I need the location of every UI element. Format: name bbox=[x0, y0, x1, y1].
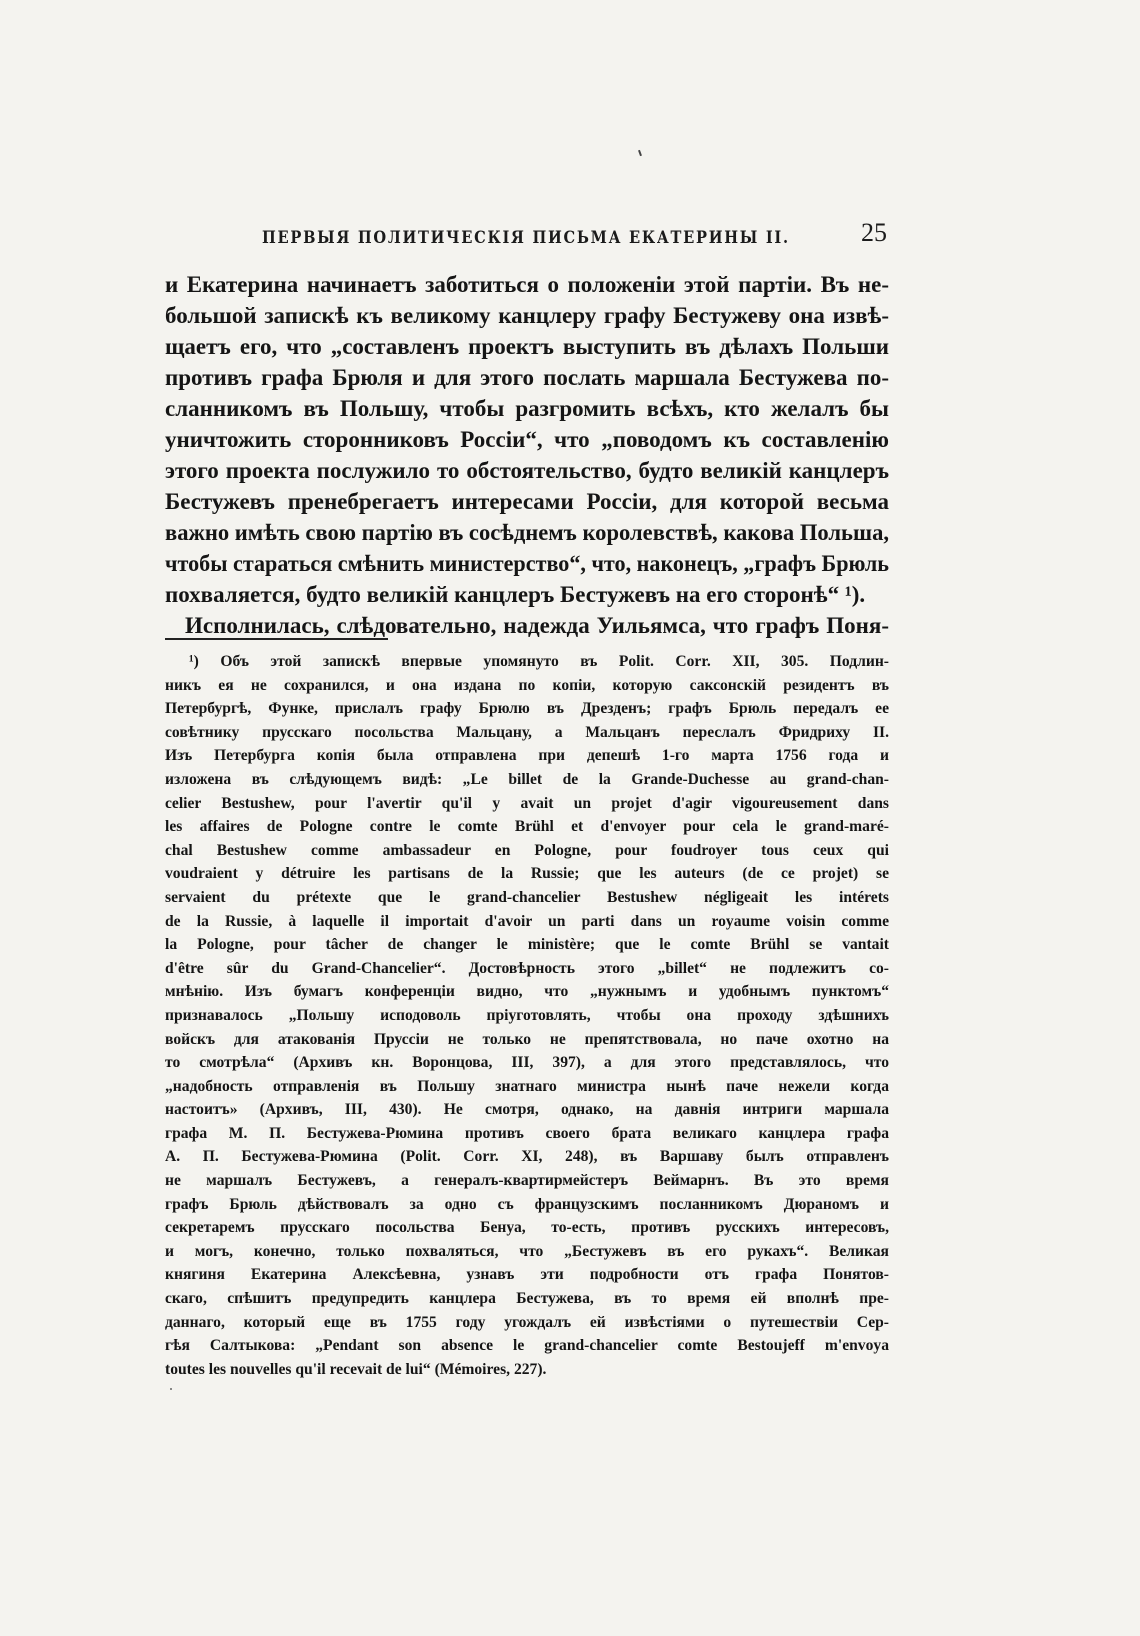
footnote-line: А. П. Бестужева-Рюмина (Polit. Corr. XI, 248), въ Варшаву былъ отправленъ bbox=[165, 1148, 889, 1166]
footnote-line: изложена въ слѣдующемъ видѣ: „Le billet de la Grande-Duchesse au grand-chan- bbox=[165, 770, 889, 788]
text-line: и Екатерина начинаетъ заботиться о положеніи этой партіи. Въ не- bbox=[165, 272, 889, 297]
scan-speck bbox=[170, 1388, 172, 1390]
text-line: этого проекта послужило то обстоятельство, будто великій канцлеръ bbox=[165, 458, 889, 483]
text-line: Бестужевъ пренебрегаетъ интересами Россіи, для которой весьма bbox=[165, 489, 889, 514]
footnote-line: не маршалъ Бестужевъ, а генералъ-квартирмейстеръ Веймарнъ. Въ это время bbox=[165, 1172, 889, 1190]
text-line: сланникомъ въ Польшу, чтобы разгромить всѣхъ, кто желалъ бы bbox=[165, 396, 889, 421]
footnote-line: chal Bestushew comme ambassadeur en Pologne, pour foudroyer tous ceux qui bbox=[165, 841, 889, 859]
footnote-line: les affaires de Pologne contre le comte Brühl et d'envoyer pour cela le grand-maré- bbox=[165, 818, 889, 836]
footnote-line: Петербургѣ, Функе, прислалъ графу Брюлю въ Дрезденъ; графъ Брюль передалъ ее bbox=[165, 700, 889, 718]
footnote-line: celier Bestushew, pour l'avertir qu'il y avait un projet d'agir vigoureusement dans bbox=[165, 794, 889, 812]
footnote-line: секретаремъ прусскаго посольства Бенуа, то-есть, противъ русскихъ интересовъ, bbox=[165, 1219, 889, 1237]
text-line: Исполнилась, слѣдовательно, надежда Уильямса, что графъ Поня- bbox=[185, 613, 889, 638]
footnote-line: мнѣнію. Изъ бумагъ конференціи видно, что „нужнымъ и удобнымъ пунктомъ“ bbox=[165, 983, 889, 1001]
footnote-line: toutes les nouvelles qu'il recevait de lui“ (Mémoires, 227). bbox=[165, 1360, 547, 1378]
page-number: 25 bbox=[861, 218, 887, 247]
footnote-line: графъ Брюль дѣйствовалъ за одно съ французскимъ посланникомъ Дюраномъ и bbox=[165, 1195, 889, 1213]
footnote-line: d'être sûr du Grand-Chancelier“. Достовѣрность этого „billet“ не подлежитъ со- bbox=[165, 959, 889, 977]
text-line: похваляется, будто великій канцлеръ Бестужевъ на его сторонѣ“ ¹). bbox=[165, 582, 866, 607]
text-line: щаетъ его, что „составленъ проектъ выступить въ дѣлахъ Польши bbox=[165, 334, 889, 359]
footnote-line: voudraient y détruire les partisans de la Russie; que les auteurs (de ce projet) se bbox=[165, 865, 889, 883]
footnote-line: скаго, спѣшитъ предупредить канцлера Бестужева, въ то время ей вполнѣ пре- bbox=[165, 1290, 889, 1308]
footnote-line: „надобность отправленія въ Польшу знатнаго министра нынѣ паче нежели когда bbox=[165, 1077, 889, 1095]
footnote bbox=[165, 650, 889, 1381]
footnote-line: servaient du prétexte que le grand-chancelier Bestushew négligeait les intérets bbox=[165, 888, 889, 906]
footnote-line: то смотрѣла“ (Архивъ кн. Воронцова, III, 397), а для этого представлялось, что bbox=[165, 1054, 889, 1072]
footnote-line: гѣя Салтыкова: „Pendant son absence le grand-chancelier comte Bestoujeff m'envoya bbox=[165, 1337, 889, 1355]
footnote-line: совѣтнику прусскаго посольства Мальцану, а Мальцанъ переслалъ Фридриху II. bbox=[165, 723, 889, 741]
footnote-line: даннаго, который еще въ 1755 году угождалъ ей извѣстіями о путешествіи Сер- bbox=[165, 1313, 889, 1331]
footnote-line: никъ ея не сохранился, и она издана по копіи, которую саксонскій резидентъ въ bbox=[165, 676, 889, 694]
footnote-line: настоитъ» (Архивъ, III, 430). Не смотря, однако, на давнія интриги маршала bbox=[165, 1101, 889, 1119]
text-line: уничтожить сторонниковъ Россіи“, что „поводомъ къ составленію bbox=[165, 427, 889, 452]
footnote-line: de la Russie, à laquelle il importait d'avoir un parti dans un royaume voisin comme bbox=[165, 912, 889, 930]
footnote-line: ¹) Объ этой запискѣ впервые упомянуто въ Polit. Corr. XII, 305. Подлин- bbox=[189, 653, 889, 670]
text-line: чтобы стараться смѣнить министерство“, что, наконецъ, „графъ Брюль bbox=[165, 551, 889, 576]
text-line: большой запискѣ къ великому канцлеру графу Бестужеву она извѣ- bbox=[165, 303, 889, 328]
page-header bbox=[262, 218, 887, 254]
footnote-line: и могъ, конечно, только похваляться, что „Бестужевъ въ его рукахъ“. Великая bbox=[165, 1242, 889, 1260]
running-title: ПЕРВЫЯ ПОЛИТИЧЕСКІЯ ПИСЬМА ЕКАТЕРИНЫ II. bbox=[262, 228, 790, 248]
text-line: важно имѣть свою партію въ сосѣднемъ королевствѣ, какова Польша, bbox=[165, 520, 889, 545]
footnote-line: la Pologne, pour tâcher de changer le ministère; que le comte Brühl se vantait bbox=[165, 936, 889, 954]
footnote-line: войскъ для атакованія Пруссіи не только не препятствовала, но паче охотно на bbox=[165, 1030, 889, 1048]
footnote-separator bbox=[165, 638, 388, 640]
text-line: противъ графа Брюля и для этого послать маршала Бестужева по- bbox=[165, 365, 889, 390]
scan-mark bbox=[638, 150, 642, 156]
main-text bbox=[165, 269, 889, 641]
footnote-line: графа М. П. Бестужева-Рюмина противъ своего брата великаго канцлера графа bbox=[165, 1124, 889, 1142]
footnote-line: Изъ Петербурга копія была отправлена при депешѣ 1-го марта 1756 года и bbox=[165, 747, 889, 765]
footnote-line: признавалось „Польшу исподоволь пріуготовлять, чтобы она проходу здѣшнихъ bbox=[165, 1006, 889, 1024]
footnote-line: княгиня Екатерина Алексѣевна, узнавъ эти подробности отъ графа Понятов- bbox=[165, 1266, 889, 1284]
